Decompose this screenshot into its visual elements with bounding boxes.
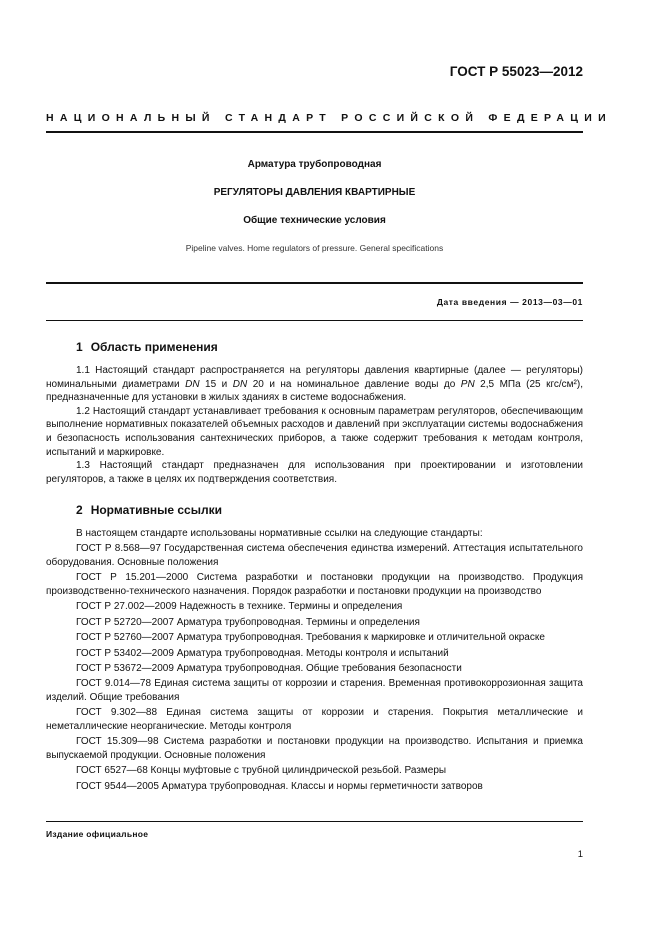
section-2-number: 2 [76, 503, 83, 517]
references-intro: В настоящем стандарте использованы нормативные ссылки на следующие стандарты: [76, 528, 483, 539]
section-2-body [46, 527, 583, 795]
reference-item: ГОСТ Р 8.568—97 Государственная система обеспечения единства измерений. Аттестация испытательного оборудования. Основные положения [46, 543, 583, 568]
section-1-body [46, 364, 583, 486]
title-line-3: Общие технические условия [243, 215, 386, 226]
reference-item: ГОСТ 9544—2005 Арматура трубопроводная. Классы и нормы герметичности затворов [76, 780, 483, 792]
title-rule [46, 282, 583, 284]
section-2-heading [76, 503, 222, 517]
english-title: Pipeline valves. Home regulators of pressure. General specifications [185, 243, 444, 253]
p1-1-text-c: 20 и на номинальное давление воды до [247, 378, 461, 390]
reference-item: ГОСТ 9.014—78 Единая система защиты от коррозии и старения. Временная противокоррозионная защита изделий. Общие требования [46, 678, 583, 703]
section-1-heading [76, 340, 218, 354]
reference-item: ГОСТ 6527—68 Концы муфтовые с трубной цилиндрической резьбой. Размеры [76, 765, 447, 777]
section-1-number: 1 [76, 340, 83, 354]
p1-1-pn: PN [460, 378, 475, 390]
reference-item: ГОСТ 9.302—88 Единая система защиты от коррозии и старения. Покрытия металлические и неметаллические неорганические. Методы контроля [46, 707, 583, 732]
page-number: 1 [577, 849, 583, 860]
footer-rule [46, 821, 583, 822]
national-standard-title: НАЦИОНАЛЬНЫЙ СТАНДАРТ РОССИЙСКОЙ ФЕДЕРАЦИИ [46, 112, 612, 124]
reference-item: ГОСТ Р 52720—2007 Арматура трубопроводная. Термины и определения [76, 616, 420, 628]
paragraph-1-1 [46, 364, 583, 405]
p1-1-text-a: 1.1 Настоящий стандарт распространяется на регуляторы давления квартирные (далее — регуляторы) номинальными диаметрами [46, 365, 583, 390]
title-line-1: Арматура трубопроводная [247, 159, 382, 170]
introduction-date: Дата введения — 2013—03—01 [436, 297, 583, 307]
p1-1-text-b: 15 и [199, 378, 233, 390]
paragraph-1-3: 1.3 Настоящий стандарт предназначен для использования при проектировании и изготовлении регуляторов, а также в целях их подтверждения соответствия. [46, 460, 583, 485]
reference-item: ГОСТ Р 53402—2009 Арматура трубопроводная. Методы контроля и испытаний [76, 647, 449, 659]
official-edition-label: Издание официальное [46, 829, 149, 839]
paragraph-1-2: 1.2 Настоящий стандарт устанавливает требования к основным параметрам регуляторов, обеспечивающим выполнение нормативных показателей объемных расходов и давлений при эксплуатации системы водоснабжения и безопасность использования сантехнических приборов, а также содержит требования к методам контроля, испытаний и маркировке. [46, 405, 583, 458]
reference-item: ГОСТ Р 53672—2009 Арматура трубопроводная. Общие требования безопасности [76, 662, 462, 674]
reference-item: ГОСТ Р 27.002—2009 Надежность в технике. Термины и определения [76, 601, 403, 613]
p1-1-dn-20: DN [232, 378, 248, 390]
date-rule [46, 320, 583, 321]
standard-number: ГОСТ Р 55023—2012 [449, 64, 583, 79]
section-2-title: Нормативные ссылки [90, 503, 222, 517]
p1-1-dn-15: DN [185, 378, 200, 390]
header-rule [46, 131, 583, 133]
p1-1-text-d: 2,5 МПа (25 кгс/см²), предназначенные для установки в жилых зданиях в системе водоснабжения. [46, 378, 583, 404]
reference-item: ГОСТ Р 15.201—2000 Система разработки и постановки продукции на производство. Продукция производственно-технического назначения. Порядок разработки и постановки продукции на производство [46, 572, 583, 597]
reference-item: ГОСТ Р 52760—2007 Арматура трубопроводная. Требования к маркировке и отличительной окраске [76, 632, 545, 644]
title-line-2: РЕГУЛЯТОРЫ ДАВЛЕНИЯ КВАРТИРНЫЕ [213, 187, 416, 198]
section-1-title: Область применения [90, 340, 218, 354]
reference-item: ГОСТ 15.309—98 Система разработки и постановки продукции на производство. Испытания и приемка выпускаемой продукции. Основные положения [46, 736, 583, 761]
